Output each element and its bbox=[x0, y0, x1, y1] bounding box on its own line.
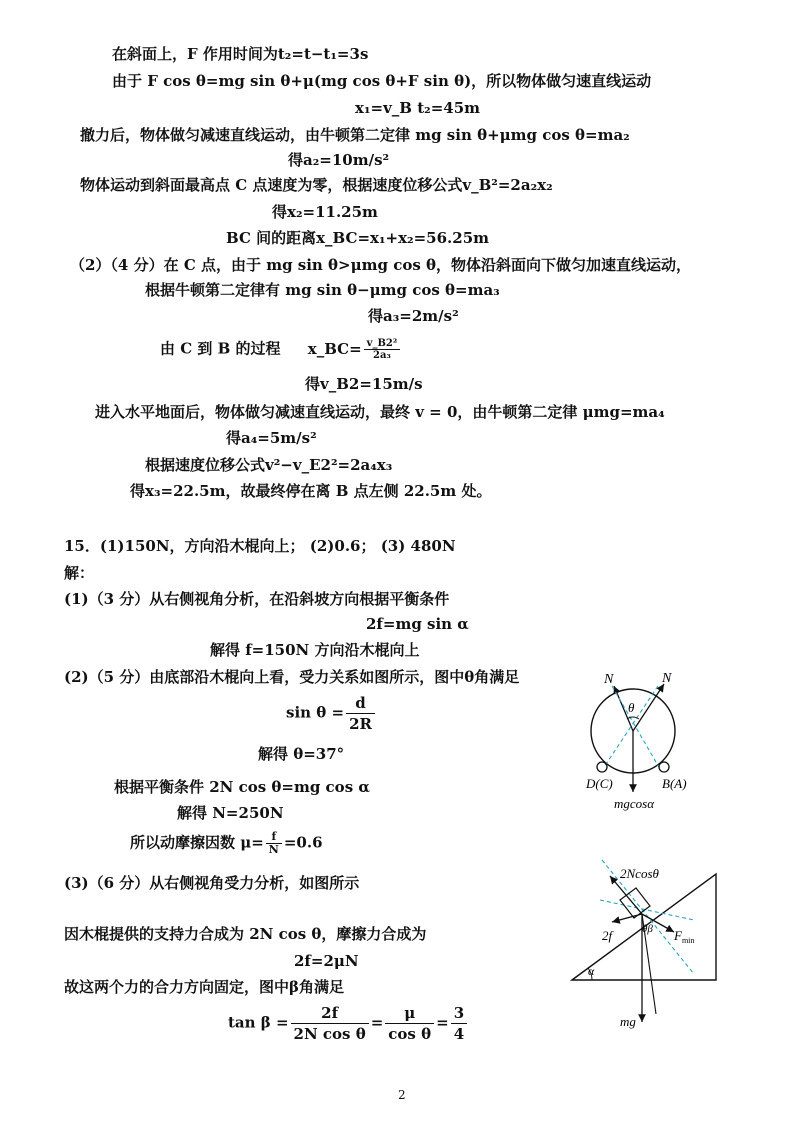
line-33-eq: = bbox=[436, 1013, 449, 1032]
line-33-den1: 2N cos θ bbox=[293, 1025, 366, 1043]
line-02: 由于 F cos θ=mg sin θ+μ(mg cos θ+F sin θ)，所以物体做匀速直线运动 bbox=[112, 72, 652, 90]
line-17: 得x₃=22.5m，故最终停在离 B 点左侧 22.5m 处。 bbox=[130, 482, 492, 500]
line-06: 物体运动到斜面最高点 C 点速度为零，根据速度位移公式v_B²=2a₂x₂ bbox=[80, 176, 553, 194]
figure-circle-force-diagram bbox=[572, 664, 722, 824]
fig1-n-left: N bbox=[604, 672, 614, 687]
line-33-num2: μ bbox=[385, 1003, 434, 1024]
line-12-den: 2a₃ bbox=[373, 350, 391, 361]
line-11: 得a₃=2m/s² bbox=[368, 307, 459, 325]
fig2-fmin-sub: min bbox=[681, 936, 695, 945]
fig1-label-b: B(A) bbox=[662, 776, 687, 791]
line-24 bbox=[286, 693, 377, 734]
fig2-fmin-main: F bbox=[674, 928, 682, 943]
fig1-theta: θ bbox=[628, 700, 635, 715]
line-10: 根据牛顿第二定律有 mg sin θ−μmg cos θ=ma₃ bbox=[145, 281, 500, 299]
line-33-den2: cos θ bbox=[388, 1025, 432, 1043]
friction-arrow bbox=[612, 914, 642, 922]
line-15: 得a₄=5m/s² bbox=[226, 429, 317, 447]
line-13: 得v_B2=15m/s bbox=[305, 375, 423, 393]
line-14: 进入水平地面后，物体做匀减速直线运动，最终 v = 0，由牛顿第二定律 μmg=ma₄ bbox=[95, 403, 665, 421]
fig1-label-d: D(C) bbox=[586, 776, 613, 791]
line-18-answers: 15．(1)150N，方向沿木棍向上； (2)0.6； (3) 480N bbox=[64, 537, 456, 555]
fig2-2f: 2f bbox=[602, 928, 613, 943]
line-03: x₁=v_B t₂=45m bbox=[355, 99, 481, 117]
line-16: 根据速度位移公式v²−v_E2²=2a₄x₃ bbox=[145, 456, 393, 474]
line-26: 根据平衡条件 2N cos θ=mg cos α bbox=[114, 778, 370, 796]
page-number: 2 bbox=[398, 1088, 406, 1102]
fig2-alpha: α bbox=[588, 964, 595, 978]
line-33-mid: = bbox=[370, 1013, 384, 1032]
line-12-eq-left: x_BC= bbox=[307, 339, 362, 358]
line-23: (2)（5 分）由底部沿木棍向上看，受力关系如图所示，图中θ角满足 bbox=[64, 668, 520, 686]
line-04: 撤力后，物体做匀减速直线运动，由牛顿第二定律 mg sin θ+μmg cos θ=ma₂ bbox=[80, 126, 630, 144]
line-30: 因木棍提供的支持力合成为 2N cos θ，摩擦力合成为 bbox=[64, 925, 427, 943]
line-05: 得a₂=10m/s² bbox=[288, 151, 390, 169]
figure-incline-force-diagram bbox=[566, 856, 736, 1036]
line-28-right: =0.6 bbox=[283, 833, 323, 852]
line-25: 解得 θ=37° bbox=[258, 745, 345, 763]
line-24-left: sin θ = bbox=[286, 703, 345, 722]
line-01: 在斜面上，F 作用时间为t₂=t−t₁=3s bbox=[112, 45, 369, 63]
line-33-num1: 2f bbox=[291, 1003, 369, 1024]
line-29: (3)（6 分）从右侧视角受力分析，如图所示 bbox=[64, 874, 360, 892]
line-31: 2f=2μN bbox=[294, 952, 359, 970]
line-24-num: d bbox=[346, 693, 375, 714]
line-21: 2f=mg sin α bbox=[366, 615, 469, 633]
line-33-den3: 4 bbox=[453, 1025, 465, 1043]
line-33-num3: 3 bbox=[451, 1003, 467, 1024]
line-12 bbox=[160, 338, 402, 361]
contact-d-circle bbox=[597, 762, 607, 772]
normal-force-right-arrow bbox=[633, 684, 664, 731]
line-28-left: 所以动摩擦因数 μ= bbox=[130, 833, 264, 852]
line-09: （2）（4 分）在 C 点，由于 mg sin θ>μmg cos θ，物体沿斜面向下做匀加速直线运动， bbox=[70, 256, 692, 274]
fig1-mgcosa: mgcosα bbox=[614, 796, 655, 811]
line-28-num: f bbox=[266, 831, 282, 844]
line-12-num: v_B2² bbox=[364, 338, 401, 350]
line-19-jie: 解： bbox=[64, 564, 95, 582]
contact-b-circle bbox=[659, 762, 669, 772]
fig2-2ncos: 2Ncosθ bbox=[620, 866, 659, 881]
line-08: BC 间的距离x_BC=x₁+x₂=56.25m bbox=[226, 229, 490, 247]
line-27: 解得 N=250N bbox=[177, 804, 284, 822]
line-24-den: 2R bbox=[349, 715, 372, 733]
fig1-n-right: N bbox=[662, 671, 672, 686]
fig2-fmin bbox=[673, 928, 694, 945]
line-32: 故这两个力的合力方向固定，图中β角满足 bbox=[64, 978, 344, 996]
fig2-mg: mg bbox=[620, 1014, 636, 1029]
line-28-den: N bbox=[268, 843, 279, 856]
line-28 bbox=[130, 831, 323, 856]
fig2-theta-beta: θβ bbox=[642, 923, 653, 935]
line-22: 解得 f=150N 方向沿木棍向上 bbox=[210, 641, 420, 659]
line-12-text: 由 C 到 B 的过程 bbox=[160, 339, 281, 358]
line-33 bbox=[228, 1003, 469, 1044]
line-20: (1)（3 分）从右侧视角分析，在沿斜坡方向根据平衡条件 bbox=[64, 590, 450, 608]
line-33-left: tan β = bbox=[228, 1013, 289, 1032]
line-07: 得x₂=11.25m bbox=[272, 203, 378, 221]
